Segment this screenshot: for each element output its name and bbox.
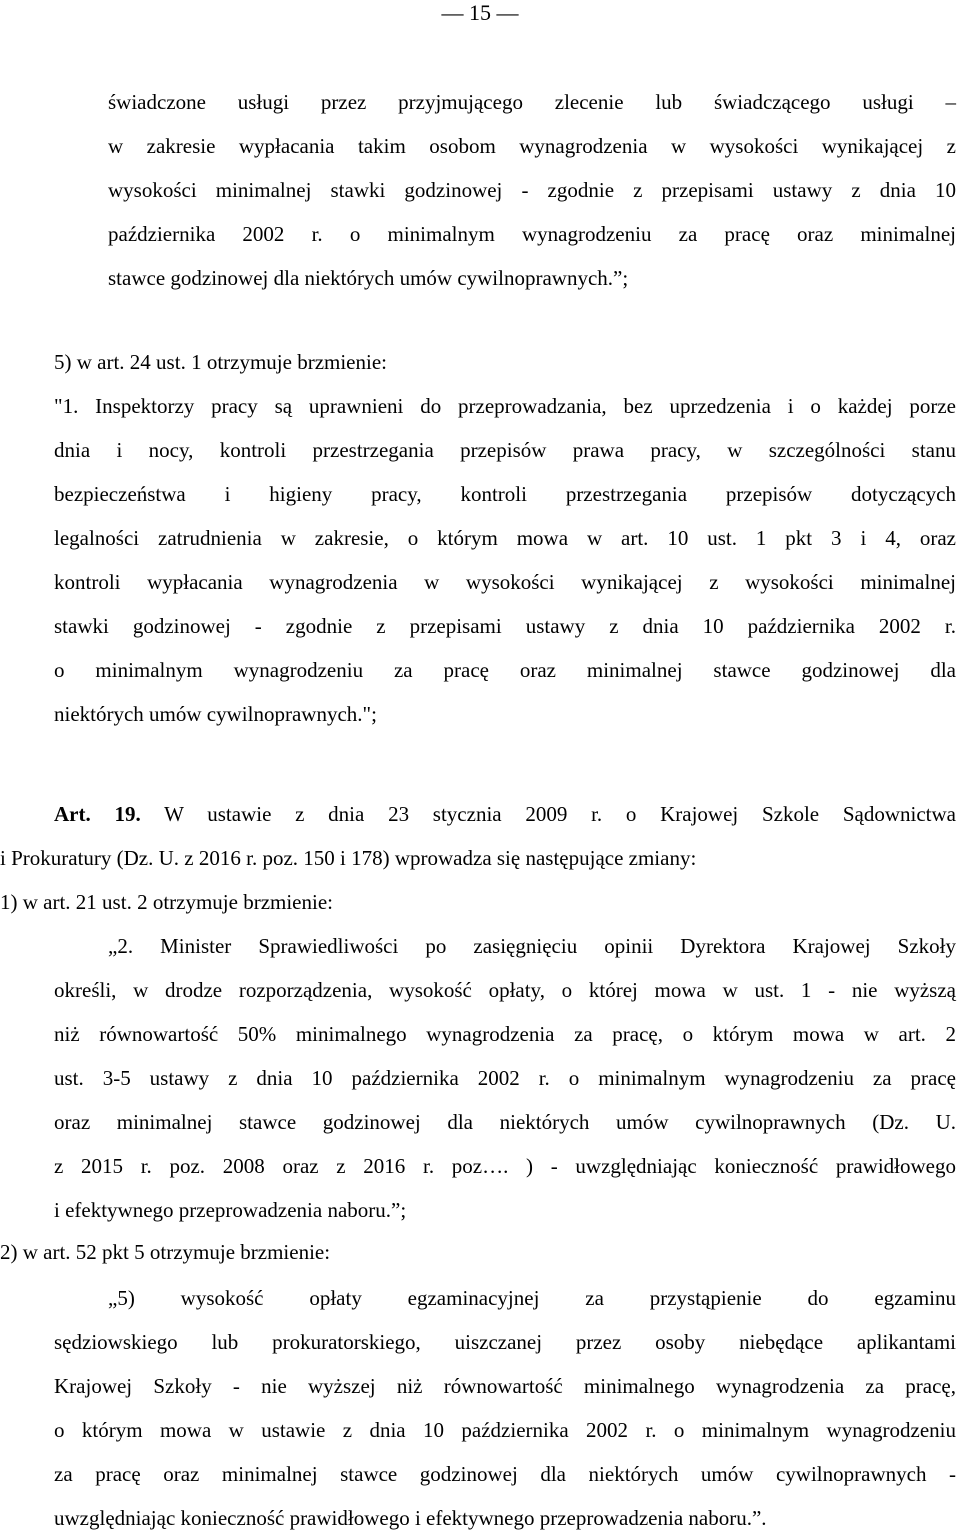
article-19-line: [0, 792, 956, 836]
text-line: października 2002 r. o minimalnym wynagrodzeniu za pracę oraz minimalnej: [108, 222, 956, 246]
text-line: ust. 3-5 ustawy z dnia 10 października 2002 r. o minimalnym wynagrodzeniu za pracę: [54, 1066, 956, 1090]
text-line: legalności zatrudnienia w zakresie, o którym mowa w art. 10 ust. 1 pkt 3 i 4, oraz: [54, 526, 956, 550]
text-line: oraz minimalnej stawce godzinowej dla niektórych umów cywilnoprawnych (Dz. U.: [54, 1110, 956, 1134]
paragraph-art-52: [54, 1276, 956, 1540]
page-number: — 15 —: [441, 0, 519, 25]
text-line: i efektywnego przeprowadzenia naboru.”;: [54, 1198, 407, 1222]
text-line: wysokości minimalnej stawki godzinowej - zgodnie z przepisami ustawy z dnia 10: [108, 178, 956, 202]
text-line: i Prokuratury (Dz. U. z 2016 r. poz. 150 i 178) wprowadza się następujące zmiany:: [0, 846, 697, 870]
text-line: „2. Minister Sprawiedliwości po zasięgnięciu opinii Dyrektora Krajowej Szkoły: [108, 934, 956, 958]
text-line: o minimalnym wynagrodzeniu za pracę oraz minimalnej stawce godzinowej dla: [54, 658, 956, 682]
text-line: „5) wysokość opłaty egzaminacyjnej za przystąpienie do egzaminu: [108, 1286, 956, 1310]
text-line: stawce godzinowej dla niektórych umów cywilnoprawnych.”;: [108, 266, 629, 290]
text-line: "1. Inspektorzy pracy są uprawnieni do przeprowadzania, bez uprzedzenia i o każdej porze: [54, 394, 956, 418]
point-1-heading: 1) w art. 21 ust. 2 otrzymuje brzmienie:: [0, 890, 333, 914]
paragraph-art-24: [54, 384, 956, 736]
text-line: sędziowskiego lub prokuratorskiego, uiszczanej przez osoby niebędące aplikantami: [54, 1330, 956, 1354]
paragraph-continuation: [108, 80, 956, 300]
text-line: bezpieczeństwa i higieny pracy, kontroli przestrzegania przepisów dotyczących: [54, 482, 956, 506]
text-line: Krajowej Szkoły - nie wyższej niż równowartość minimalnego wynagrodzenia za pracę,: [54, 1374, 956, 1398]
text-line: w zakresie wypłacania takim osobom wynagrodzenia w wysokości wynikającej z: [108, 134, 956, 158]
text-line: o którym mowa w ustawie z dnia 10 października 2002 r. o minimalnym wynagrodzeniu: [54, 1418, 956, 1442]
text-line: niż równowartość 50% minimalnego wynagrodzenia za pracę, o którym mowa w art. 2: [54, 1022, 956, 1046]
text-line: dnia i nocy, kontroli przestrzegania przepisów prawa pracy, w szczególności stanu: [54, 438, 956, 462]
text-line: stawki godzinowej - zgodnie z przepisami ustawy z dnia 10 października 2002 r.: [54, 614, 956, 638]
text-line: niektórych umów cywilnoprawnych.";: [54, 702, 377, 726]
text-line: określi, w drodze rozporządzenia, wysokość opłaty, o której mowa w ust. 1 - nie wyższą: [54, 978, 956, 1002]
article-19-text: W ustawie z dnia 23 stycznia 2009 r. o Krajowej Szkole Sądownictwa: [164, 802, 957, 826]
paragraph-art-21: [54, 924, 956, 1232]
text-line: uwzględniając konieczność prawidłowego i efektywnego przeprowadzenia naboru.”.: [54, 1506, 767, 1530]
point-2-heading: 2) w art. 52 pkt 5 otrzymuje brzmienie:: [0, 1240, 331, 1264]
text-line: z 2015 r. poz. 2008 oraz z 2016 r. poz…. ) - uwzględniając konieczność prawidłowego: [54, 1154, 956, 1178]
article-19: [0, 792, 956, 880]
article-19-label: Art. 19.: [54, 802, 141, 826]
text-line: świadczone usługi przez przyjmującego zlecenie lub świadczącego usługi –: [108, 90, 956, 114]
text-line: kontroli wypłacania wynagrodzenia w wysokości wynikającej z wysokości minimalnej: [54, 570, 956, 594]
text-line: za pracę oraz minimalnej stawce godzinowej dla niektórych umów cywilnoprawnych -: [54, 1462, 956, 1486]
point-5-heading: 5) w art. 24 ust. 1 otrzymuje brzmienie:: [54, 350, 387, 374]
